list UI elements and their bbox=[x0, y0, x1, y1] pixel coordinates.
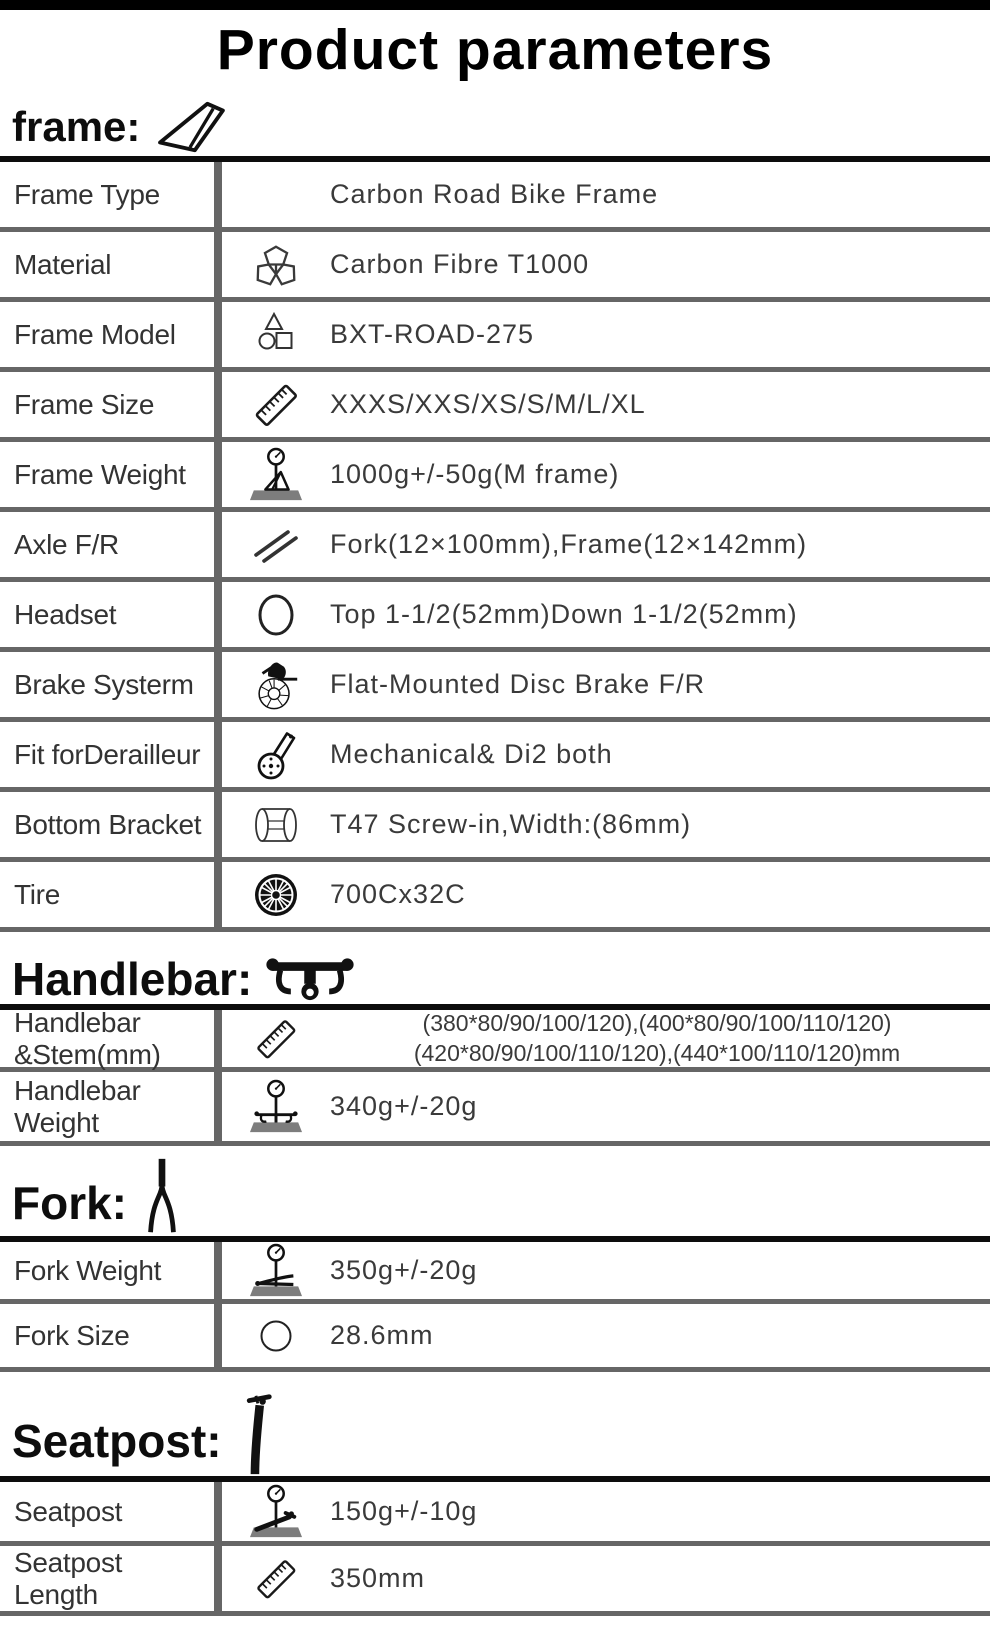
row-label: Bottom Bracket bbox=[0, 792, 222, 857]
row-value: 340g+/-20g bbox=[330, 1091, 478, 1121]
row-icon-cell bbox=[222, 162, 330, 227]
row-label: Frame Weight bbox=[0, 442, 222, 507]
table-row bbox=[0, 1546, 990, 1616]
row-value: Carbon Road Bike Frame bbox=[330, 179, 659, 209]
table-row bbox=[0, 582, 990, 652]
row-value: Carbon Fibre T1000 bbox=[330, 249, 590, 279]
seatpost-spec-table bbox=[0, 1476, 990, 1616]
bottom-bracket-icon bbox=[222, 792, 330, 857]
table-row bbox=[0, 862, 990, 932]
table-row bbox=[0, 1304, 990, 1372]
thru-axle-icon bbox=[222, 512, 330, 577]
row-value: 700Cx32C bbox=[330, 879, 466, 909]
table-row bbox=[0, 442, 990, 512]
derailleur-icon bbox=[222, 722, 330, 787]
table-row bbox=[0, 162, 990, 232]
row-value: 150g+/-10g bbox=[330, 1496, 478, 1526]
section-heading-handlebar bbox=[0, 954, 990, 1004]
ruler-icon bbox=[222, 372, 330, 437]
row-label: Frame Type bbox=[0, 162, 222, 227]
scale-handlebar-icon bbox=[222, 1072, 330, 1141]
row-value: XXXS/XXS/XS/S/M/L/XL bbox=[330, 389, 646, 419]
row-value: Flat-Mounted Disc Brake F/R bbox=[330, 669, 706, 699]
row-label: Handlebar Weight bbox=[0, 1072, 222, 1141]
frame-spec-table bbox=[0, 156, 990, 932]
row-value: (380*80/90/100/120),(400*80/90/100/110/120) (420*80/90/100/110/120),(440*100/110/120)mm bbox=[413, 1009, 901, 1066]
row-value: 350mm bbox=[330, 1563, 426, 1593]
row-label: Material bbox=[0, 232, 222, 297]
frame-heading-label: frame: bbox=[12, 103, 141, 150]
section-heading-frame bbox=[0, 98, 990, 156]
handlebar-icon bbox=[264, 953, 356, 1005]
scale-seatpost-icon bbox=[222, 1482, 330, 1541]
row-label: Axle F/R bbox=[0, 512, 222, 577]
seatpost-icon bbox=[234, 1392, 274, 1476]
table-row bbox=[0, 1482, 990, 1546]
handlebar-spec-table bbox=[0, 1004, 990, 1146]
section-heading-seatpost bbox=[0, 1392, 990, 1476]
row-value: Top 1-1/2(52mm)Down 1-1/2(52mm) bbox=[330, 599, 798, 629]
row-label: Tire bbox=[0, 862, 222, 927]
wheel-icon bbox=[222, 862, 330, 927]
carbon-fibre-icon bbox=[222, 232, 330, 297]
table-row bbox=[0, 512, 990, 582]
fork-icon bbox=[139, 1156, 185, 1236]
page-title: Product parameters bbox=[216, 18, 774, 82]
row-value: 350g+/-20g bbox=[330, 1255, 478, 1285]
row-value: Mechanical& Di2 both bbox=[330, 739, 613, 769]
bearing-ring-icon bbox=[222, 582, 330, 647]
table-row bbox=[0, 1242, 990, 1304]
row-value: BXT-ROAD-275 bbox=[330, 319, 535, 349]
row-value: T47 Screw-in,Width:(86mm) bbox=[330, 809, 692, 839]
row-label: Fit forDerailleur bbox=[0, 722, 222, 787]
row-label: Frame Size bbox=[0, 372, 222, 437]
row-value: Fork(12×100mm),Frame(12×142mm) bbox=[330, 529, 808, 559]
table-row bbox=[0, 1007, 990, 1072]
scale-fork-icon bbox=[222, 1242, 330, 1299]
table-row bbox=[0, 722, 990, 792]
row-value: 1000g+/-50g(M frame) bbox=[330, 459, 620, 489]
section-heading-fork bbox=[0, 1156, 990, 1236]
disc-brake-icon bbox=[222, 652, 330, 717]
table-row bbox=[0, 232, 990, 302]
row-label: Headset bbox=[0, 582, 222, 647]
row-label: Seatpost Length bbox=[0, 1546, 222, 1611]
fork-heading-label: Fork: bbox=[12, 1177, 127, 1229]
table-row bbox=[0, 652, 990, 722]
handlebar-heading-label: Handlebar: bbox=[12, 953, 253, 1005]
circle-outline-icon bbox=[222, 1304, 330, 1367]
table-row bbox=[0, 792, 990, 862]
table-row bbox=[0, 302, 990, 372]
row-value: 28.6mm bbox=[330, 1320, 434, 1350]
row-label: Frame Model bbox=[0, 302, 222, 367]
scale-frame-icon bbox=[222, 442, 330, 507]
ruler-icon bbox=[222, 1546, 330, 1611]
table-row bbox=[0, 372, 990, 442]
row-label: Seatpost bbox=[0, 1482, 222, 1541]
row-label: Fork Size bbox=[0, 1304, 222, 1367]
row-label: Handlebar &Stem(mm) bbox=[0, 1010, 222, 1067]
geometry-shapes-icon bbox=[222, 302, 330, 367]
ruler-icon bbox=[222, 1010, 330, 1067]
fork-spec-table bbox=[0, 1236, 990, 1372]
row-label: Brake Systerm bbox=[0, 652, 222, 717]
table-row bbox=[0, 1072, 990, 1146]
seatpost-heading-label: Seatpost: bbox=[12, 1415, 222, 1467]
top-black-bar bbox=[0, 0, 990, 10]
bike-frame-icon bbox=[152, 98, 228, 156]
row-label: Fork Weight bbox=[0, 1242, 222, 1299]
